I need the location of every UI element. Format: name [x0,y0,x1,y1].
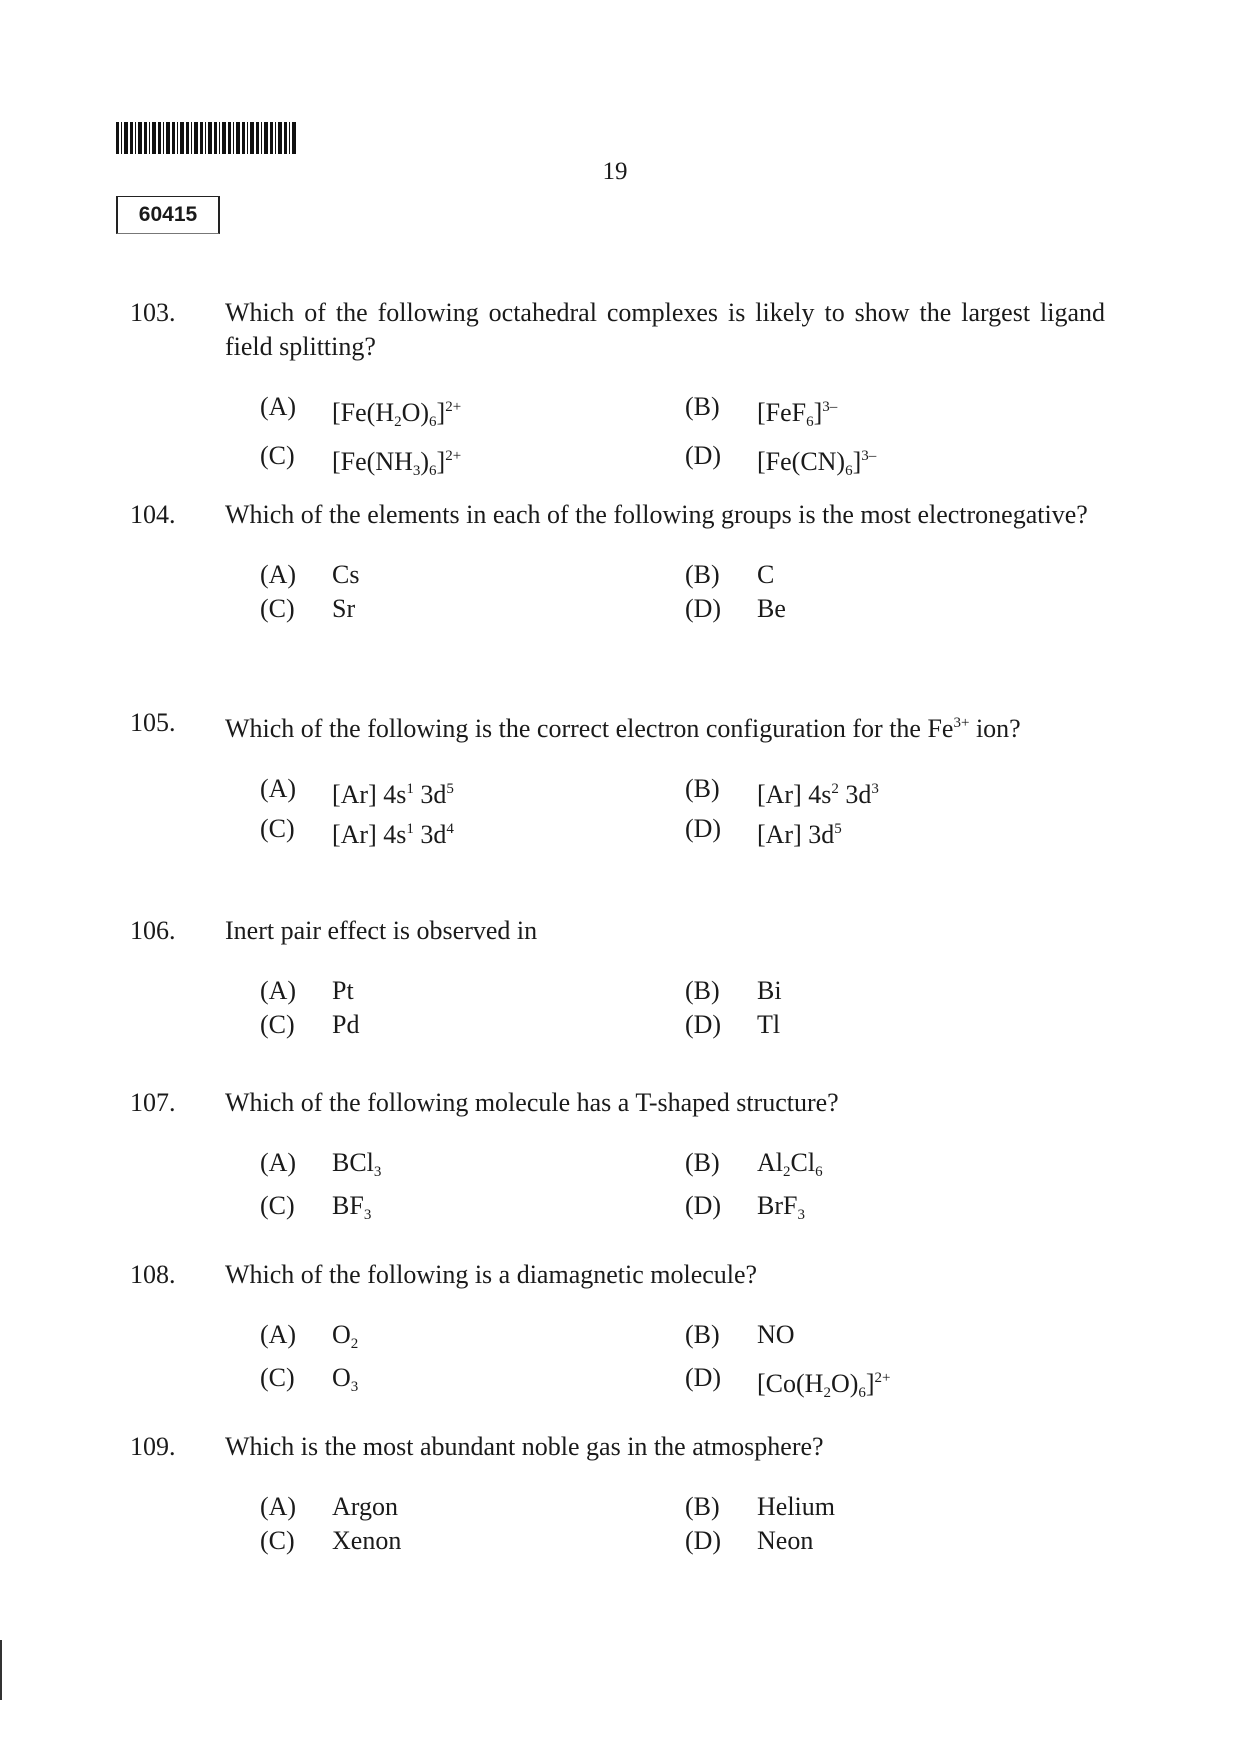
option-label: (C) [260,594,295,623]
option-label: (B) [685,392,720,421]
option-a [260,558,685,592]
option-d [685,812,1085,852]
option-text: Sr [332,594,356,623]
option-a [260,1490,685,1524]
question-text: Which of the following octahedral complexes is likely to show the largest ligand field splitting? [225,298,1105,361]
option-label: (B) [685,560,720,589]
option-label: (C) [260,1010,295,1039]
option-label: (A) [260,392,297,421]
option-text: Bi [757,976,782,1005]
option-a [260,390,685,439]
question-number: 107. [130,1088,176,1117]
option-label: (D) [685,1191,722,1220]
option-label: (B) [685,1492,720,1521]
options-grid [260,1490,1105,1558]
question-text: Which of the following is the correct electron configuration for the $Fe^{3+}$ ion? [225,714,1021,743]
question-105 [130,706,1105,852]
option-d [685,1361,1085,1410]
option-text: Argon [332,1492,398,1521]
option-text: C [757,560,775,589]
option-label: (D) [685,441,722,470]
question-107 [130,1086,1105,1232]
option-text: Be [757,594,786,623]
option-label: (D) [685,1363,722,1392]
option-a [260,974,685,1008]
option-label: (A) [260,1320,297,1349]
option-label: (C) [260,1191,295,1220]
question-text: Which of the elements in each of the following groups is the most electronegative? [225,500,1088,529]
option-label: (C) [260,1526,295,1555]
option-label: (B) [685,1148,720,1177]
question-number: 108. [130,1260,176,1289]
option-label: (A) [260,1148,297,1177]
option-b [685,558,1085,592]
option-label: (C) [260,1363,295,1392]
option-text: $Al_2Cl_6$ [757,1148,823,1180]
question-text: Which of the following is a diamagnetic molecule? [225,1260,758,1289]
option-text: BCl$_3$ [332,1148,382,1180]
question-text: Inert pair effect is observed in [225,916,538,945]
option-d [685,1524,1085,1558]
question-106 [130,914,1105,1042]
option-d [685,439,1085,488]
option-label: (C) [260,814,295,843]
option-text: Cs [332,560,360,589]
options-grid [260,772,1105,852]
scan-margin-line [0,1640,2,1700]
option-text: BrF$_3$ [757,1191,805,1223]
option-b [685,1146,1085,1189]
option-label: (C) [260,441,295,470]
paper-code-box: 60415 [116,196,220,234]
option-text: $[Fe(H_2O)_6]^{2+}$ [332,398,462,430]
option-c [260,812,685,852]
option-label: (A) [260,1492,297,1521]
option-label: (A) [260,560,297,589]
option-label: (D) [685,814,722,843]
option-a [260,772,685,812]
option-text: $O_3$ [332,1363,359,1395]
option-text: Pt [332,976,354,1005]
option-label: (A) [260,774,297,803]
option-b [685,974,1085,1008]
option-d [685,1189,1085,1232]
option-b [685,390,1085,439]
question-number: 109. [130,1432,176,1461]
option-text: $[Co(H_2O)_6]^{2+}$ [757,1369,891,1401]
option-text: [Ar] $4s^2$ $3d^3$ [757,780,879,809]
option-c [260,1361,685,1410]
option-a [260,1318,685,1361]
question-number: 104. [130,500,176,529]
option-c [260,1189,685,1232]
option-b [685,1490,1085,1524]
option-text: $[FeF_6]^{3-}$ [757,398,838,430]
question-103 [130,296,1105,488]
question-number: 103. [130,298,176,327]
option-b [685,772,1085,812]
option-d [685,592,1085,626]
option-label: (B) [685,976,720,1005]
option-c [260,1008,685,1042]
option-b [685,1318,1085,1361]
option-text: [Ar] $3d^5$ [757,820,842,849]
option-d [685,1008,1085,1042]
question-number: 105. [130,708,176,737]
question-109 [130,1430,1105,1558]
question-108 [130,1258,1105,1410]
barcode [116,122,298,154]
option-text: NO [757,1320,795,1349]
question-104 [130,498,1105,626]
option-text: Xenon [332,1526,402,1555]
option-text: [Ar] $4s^1$ $3d^5$ [332,780,454,809]
option-label: (D) [685,594,722,623]
option-label: (A) [260,976,297,1005]
question-text: Which of the following molecule has a T-shaped structure? [225,1088,839,1117]
options-grid [260,1318,1105,1410]
options-grid [260,974,1105,1042]
option-c [260,439,685,488]
question-text: Which is the most abundant noble gas in the atmosphere? [225,1432,824,1461]
options-grid [260,390,1105,488]
option-text: Tl [757,1010,781,1039]
option-text: Pd [332,1010,360,1039]
option-c [260,1524,685,1558]
option-c [260,592,685,626]
option-text: $O_2$ [332,1320,359,1352]
options-grid [260,558,1105,626]
option-label: (B) [685,774,720,803]
option-label: (B) [685,1320,720,1349]
option-text: [Ar] $4s^1$ $3d^4$ [332,820,454,849]
option-label: (D) [685,1526,722,1555]
option-text: $[Fe(CN)_6]^{3-}$ [757,447,877,479]
option-text: $BF_3$ [332,1191,372,1223]
option-text: $[Fe(NH_3)_6]^{2+}$ [332,447,462,479]
page-number: 19 [602,158,628,185]
option-text: Helium [757,1492,835,1521]
option-label: (D) [685,1010,722,1039]
question-number: 106. [130,916,176,945]
options-grid [260,1146,1105,1232]
option-text: Neon [757,1526,814,1555]
option-a [260,1146,685,1189]
